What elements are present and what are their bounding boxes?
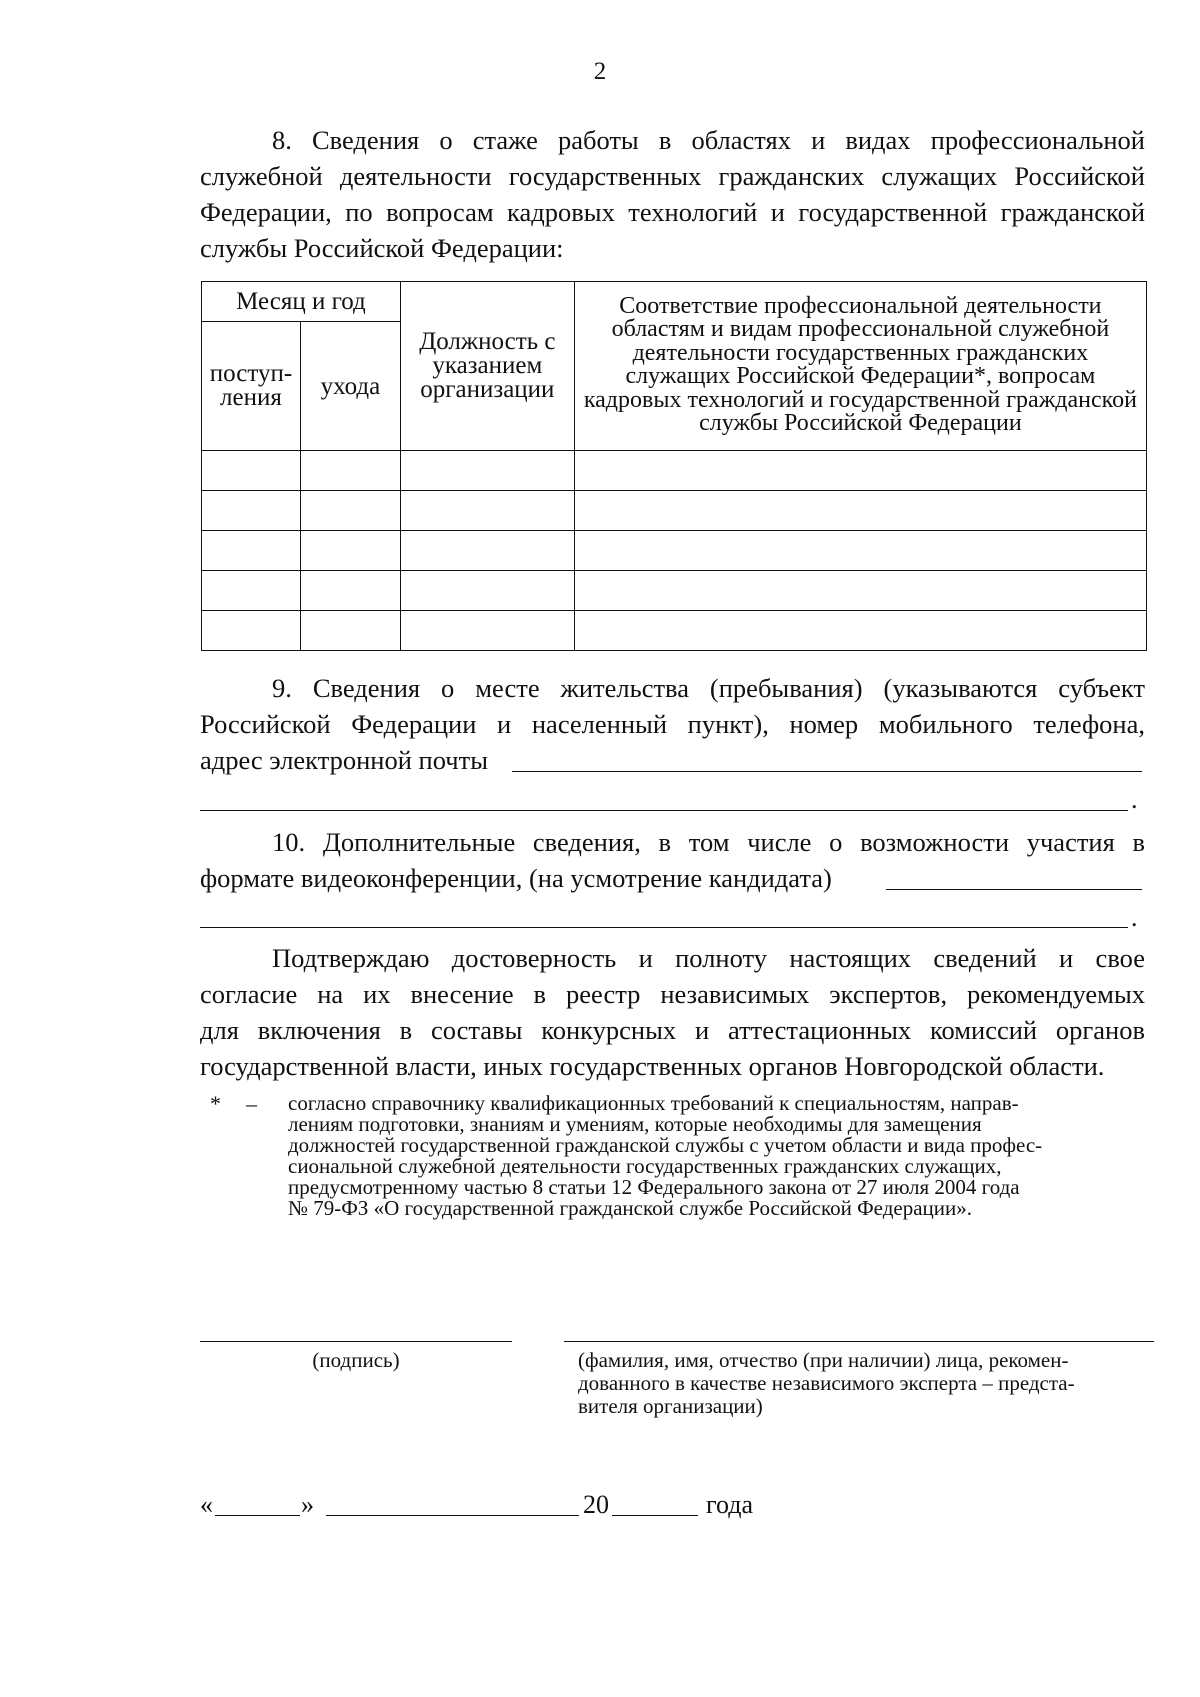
section-8-line: Федерации, по вопросам кадровых технологий и государственной гражданской: [200, 197, 1145, 227]
section-9-line: Российской Федерации и населенный пункт), номер мобильного телефона,: [200, 709, 1145, 739]
header-conformity: Соответствие профессиональной деятельности областям и видам профессиональной служебной деятельности государственных гражданских служащих Российской Федерации*, вопросам кадровых технологий и государственной гражданской службы Российской Федерации: [574, 282, 1146, 451]
table-cell[interactable]: [202, 451, 301, 491]
table-cell[interactable]: [202, 571, 301, 611]
year-suffix: года: [706, 1490, 754, 1519]
table-cell[interactable]: [574, 571, 1146, 611]
year-field-line[interactable]: [612, 1515, 698, 1516]
table-cell[interactable]: [300, 571, 400, 611]
full-name-caption: [578, 1349, 1158, 1418]
section-10-line: формате видеоконференции, (на усмотрение кандидата): [200, 863, 832, 893]
full-name-caption-line: дованного в качестве независимого эксперта – предста-: [578, 1371, 1075, 1395]
experience-table: [201, 281, 1147, 651]
footnote-mark: *: [210, 1091, 221, 1116]
signature-caption: (подпись): [312, 1348, 400, 1372]
footnote-line: должностей государственной гражданской службы с учетом области и вида профес-: [288, 1133, 1043, 1157]
header-end: ухода: [300, 322, 400, 451]
table-cell[interactable]: [574, 611, 1146, 651]
table-cell[interactable]: [400, 571, 574, 611]
table-cell[interactable]: [300, 611, 400, 651]
footnote-line: сиональной служебной деятельности государственных гражданских служащих,: [288, 1154, 1002, 1178]
table-row: [202, 571, 1147, 611]
section-10-line: 10. Дополнительные сведения, в том числе о возможности участия в: [272, 827, 1145, 857]
day-field-line[interactable]: [215, 1515, 300, 1516]
footnote-line: № 79-ФЗ «О государственной гражданской службе Российской Федерации».: [288, 1196, 973, 1220]
table-cell[interactable]: [574, 531, 1146, 571]
residence-field-line-2[interactable]: [200, 810, 1128, 811]
table-cell[interactable]: [400, 451, 574, 491]
table-row: [202, 531, 1147, 571]
full-name-field-line[interactable]: [564, 1341, 1154, 1342]
confirmation-line: согласие на их внесение в реестр независимых экспертов, рекомендуемых: [200, 979, 1145, 1009]
residence-field-line-1[interactable]: [512, 771, 1142, 772]
confirmation-line: Подтверждаю достоверность и полноту настоящих сведений и свое: [272, 943, 1145, 973]
table-cell[interactable]: [300, 531, 400, 571]
footnote-line: согласно справочнику квалификационных требований к специальностям, направ-: [288, 1091, 1019, 1115]
table-row: [202, 451, 1147, 491]
table-row: [202, 491, 1147, 531]
section-10-paragraph: [200, 824, 1145, 896]
section-8-line: служебной деятельности государственных гражданских служащих Российской: [200, 161, 1145, 191]
table-cell[interactable]: [202, 531, 301, 571]
table-cell[interactable]: [400, 611, 574, 651]
year-prefix: 20: [583, 1490, 609, 1519]
section-8-paragraph: [200, 122, 1145, 266]
table-row: [202, 611, 1147, 651]
header-month-year: Месяц и год: [202, 282, 401, 322]
full-name-caption-line: вителя организации): [578, 1394, 763, 1418]
footnote-line: предусмотренному частью 8 статьи 12 Федерального закона от 27 июля 2004 года: [288, 1175, 1020, 1199]
table-cell[interactable]: [300, 451, 400, 491]
section-9-line: 9. Сведения о месте жительства (пребывания) (указываются субъект: [272, 673, 1145, 703]
table-cell[interactable]: [202, 611, 301, 651]
full-name-caption-line: (фамилия, имя, отчество (при наличии) лица, рекомен-: [578, 1348, 1069, 1372]
page-number: 2: [593, 58, 607, 85]
footnote-dash: –: [246, 1091, 257, 1116]
signature-field-line[interactable]: [200, 1341, 512, 1342]
table-cell[interactable]: [574, 491, 1146, 531]
section-9-line: адрес электронной почты: [200, 745, 488, 775]
confirmation-line: государственной власти, иных государственных органов Новгородской области.: [200, 1051, 1105, 1081]
section-8-line: 8. Сведения о стаже работы в областях и видах профессиональной: [272, 125, 1145, 155]
section-9-end-mark: .: [1131, 785, 1138, 814]
confirmation-line: для включения в составы конкурсных и аттестационных комиссий органов: [200, 1015, 1145, 1045]
footnote-line: лениям подготовки, знаниям и умениям, которые необходимы для замещения: [288, 1112, 982, 1136]
table-cell[interactable]: [300, 491, 400, 531]
header-position: Должность с указанием организации: [400, 282, 574, 451]
date-open-quote: «: [200, 1490, 213, 1519]
table-cell[interactable]: [400, 531, 574, 571]
table-cell[interactable]: [202, 491, 301, 531]
additional-info-field-line-1[interactable]: [886, 889, 1142, 890]
header-start: поступ- ления: [202, 322, 301, 451]
table-cell[interactable]: [574, 451, 1146, 491]
additional-info-field-line-2[interactable]: [200, 927, 1128, 928]
confirmation-paragraph: [200, 940, 1145, 1084]
footnote-text: [288, 1093, 1148, 1219]
section-8-line: службы Российской Федерации:: [200, 233, 564, 263]
section-10-end-mark: .: [1131, 903, 1138, 932]
table-cell[interactable]: [400, 491, 574, 531]
section-9-paragraph: [200, 670, 1145, 778]
date-close-quote: »: [301, 1490, 314, 1519]
month-field-line[interactable]: [326, 1515, 579, 1516]
